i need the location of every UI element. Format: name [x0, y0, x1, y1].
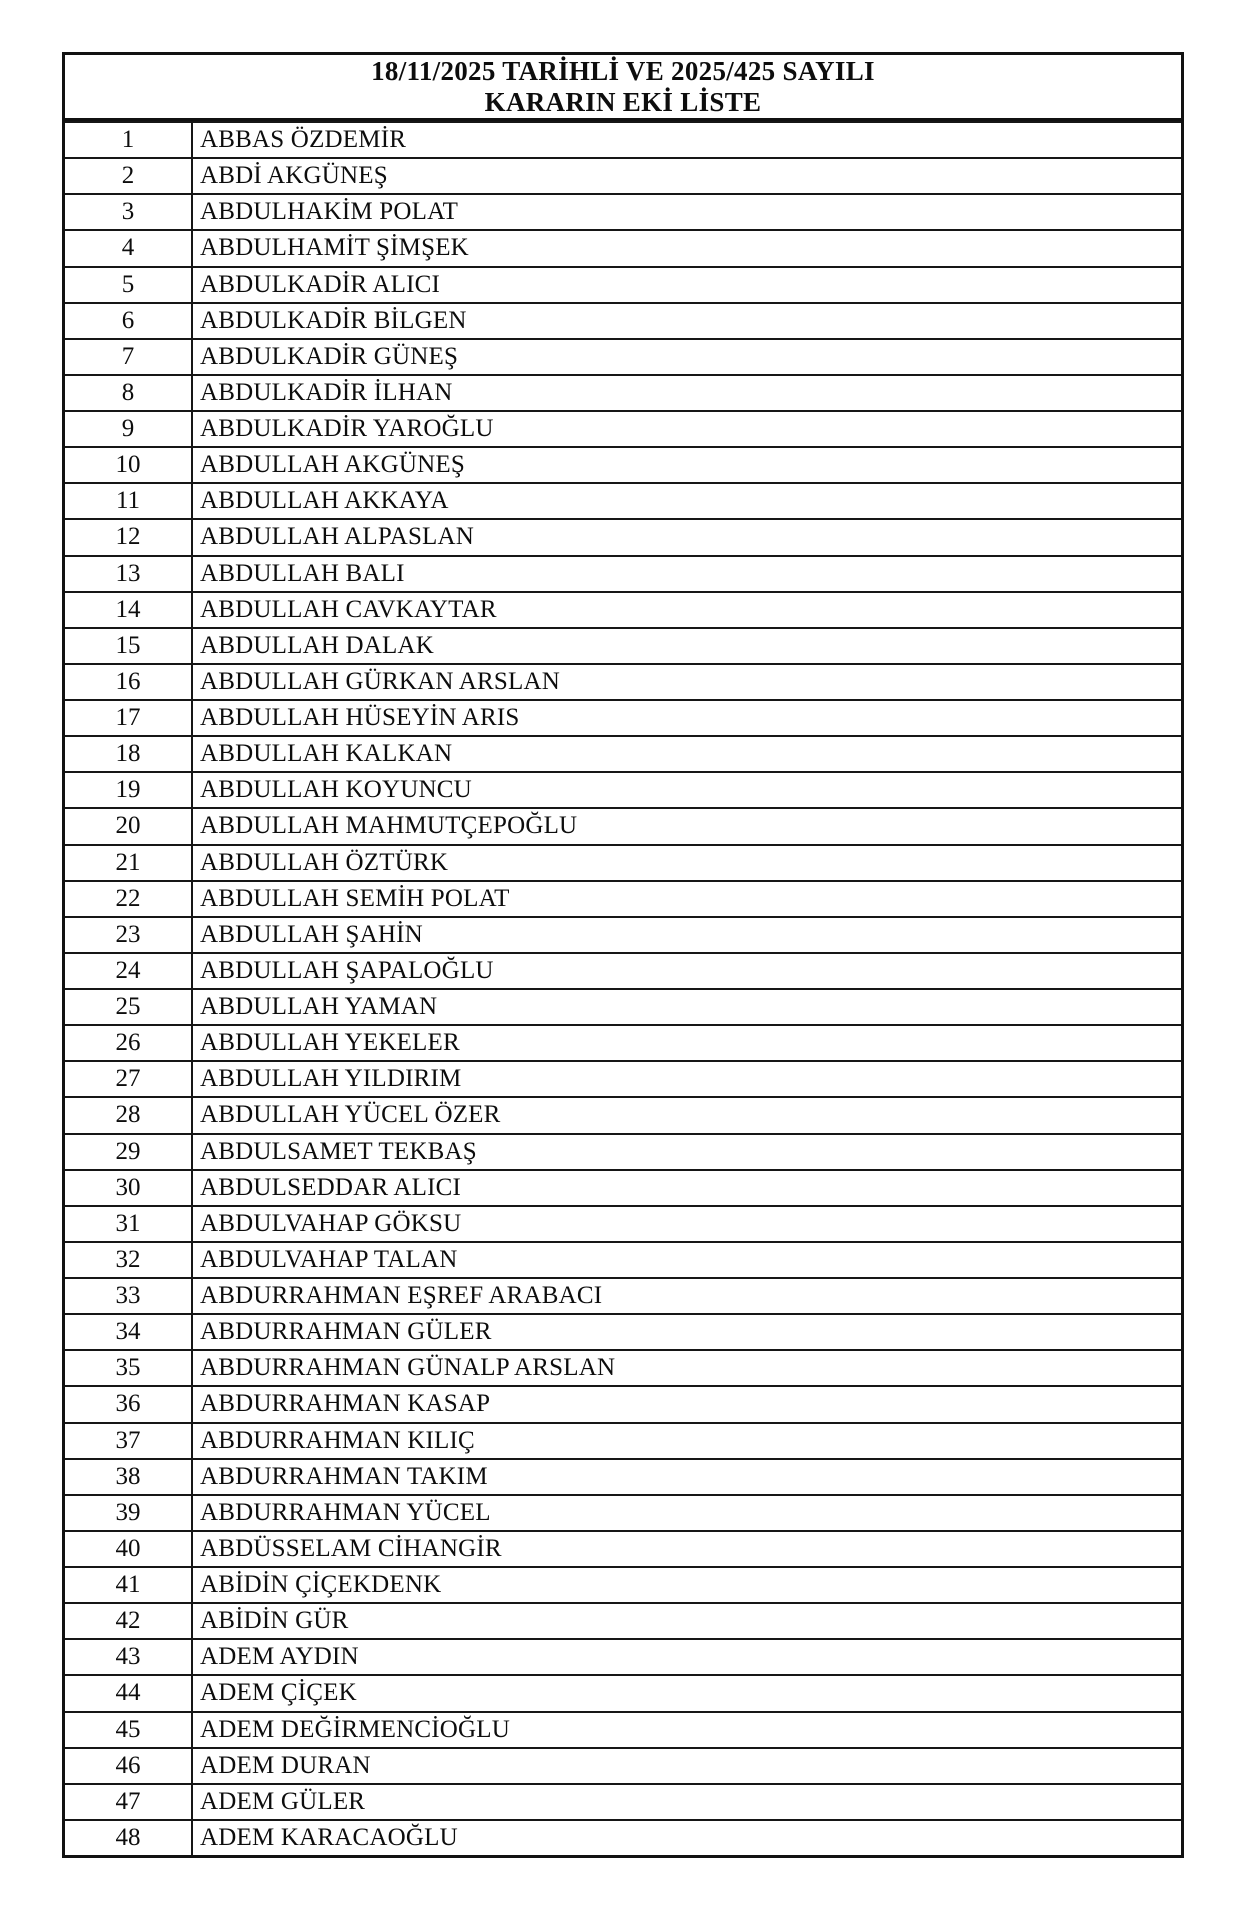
row-number: 39: [65, 1496, 193, 1530]
table-row: [65, 1674, 1181, 1710]
table-row: [65, 1060, 1181, 1096]
table-row: [65, 1313, 1181, 1349]
decision-annex-table: [62, 52, 1184, 1858]
row-number: 42: [65, 1604, 193, 1638]
table-row: [65, 988, 1181, 1024]
row-number: 13: [65, 557, 193, 591]
table-row: [65, 1783, 1181, 1819]
row-name: ABDURRAHMAN GÜNALP ARSLAN: [200, 1354, 616, 1382]
row-number: 46: [65, 1749, 193, 1783]
row-number: 18: [65, 737, 193, 771]
table-row: [65, 807, 1181, 843]
row-name: ABDURRAHMAN KASAP: [200, 1390, 491, 1418]
row-name: ADEM ÇİÇEK: [200, 1679, 357, 1707]
row-name: ABDURRAHMAN GÜLER: [200, 1318, 492, 1346]
row-number: 37: [65, 1424, 193, 1458]
table-row: [65, 338, 1181, 374]
row-number: 32: [65, 1243, 193, 1277]
table-row: [65, 1277, 1181, 1313]
row-name: ABDULLAH ŞAHİN: [200, 920, 423, 948]
row-number: 35: [65, 1351, 193, 1385]
row-name: ADEM DEĞİRMENCİOĞLU: [200, 1715, 511, 1743]
row-name: ABBAS ÖZDEMİR: [200, 126, 407, 154]
table-row: [65, 627, 1181, 663]
table-row: [65, 555, 1181, 591]
row-number: 29: [65, 1135, 193, 1169]
row-name: ABDULSAMET TEKBAŞ: [200, 1137, 477, 1165]
row-name: ABDULKADİR YAROĞLU: [200, 415, 494, 443]
table-row: [65, 518, 1181, 554]
row-name: ABDULLAH ÖZTÜRK: [200, 848, 449, 876]
row-number: 8: [65, 376, 193, 410]
row-number: 7: [65, 340, 193, 374]
row-number: 31: [65, 1207, 193, 1241]
row-number: 40: [65, 1532, 193, 1566]
table-row: [65, 735, 1181, 771]
table-row: [65, 663, 1181, 699]
table-row: [65, 1133, 1181, 1169]
row-number: 48: [65, 1821, 193, 1855]
row-number: 23: [65, 918, 193, 952]
row-name: ABDULLAH SEMİH POLAT: [200, 884, 510, 912]
table-row: [65, 1385, 1181, 1421]
row-number: 44: [65, 1676, 193, 1710]
table-title-line1: 18/11/2025 TARİHLİ VE 2025/425 SAYILI: [371, 55, 875, 86]
row-name: ABDURRAHMAN YÜCEL: [200, 1498, 491, 1526]
row-name: ABDULLAH GÜRKAN ARSLAN: [200, 667, 560, 695]
table-row: [65, 446, 1181, 482]
row-number: 38: [65, 1460, 193, 1494]
table-row: [65, 157, 1181, 193]
row-name: ABDULLAH ŞAPALOĞLU: [200, 956, 494, 984]
row-name: ABDULKADİR İLHAN: [200, 378, 453, 406]
table-row: [65, 1241, 1181, 1277]
row-name: ABDULLAH HÜSEYİN ARIS: [200, 704, 520, 732]
row-name: ABDULHAKİM POLAT: [200, 198, 459, 226]
row-number: 27: [65, 1062, 193, 1096]
row-number: 36: [65, 1387, 193, 1421]
row-number: 41: [65, 1568, 193, 1602]
table-row: [65, 699, 1181, 735]
table-row: [65, 1711, 1181, 1747]
row-number: 22: [65, 882, 193, 916]
row-name: ABDULKADİR ALICI: [200, 270, 440, 298]
row-name: ABDULLAH YEKELER: [200, 1029, 460, 1057]
row-name: ABDULLAH AKKAYA: [200, 487, 449, 515]
row-name: ABDURRAHMAN TAKIM: [200, 1462, 488, 1490]
table-row: [65, 771, 1181, 807]
row-name: ABDURRAHMAN KILIÇ: [200, 1426, 475, 1454]
row-name: ABDULLAH KOYUNCU: [200, 776, 472, 804]
row-number: 12: [65, 520, 193, 554]
row-number: 30: [65, 1171, 193, 1205]
table-row: [65, 1747, 1181, 1783]
row-number: 43: [65, 1640, 193, 1674]
row-name: ABİDİN GÜR: [200, 1607, 349, 1635]
row-number: 28: [65, 1098, 193, 1132]
row-name: ABDURRAHMAN EŞREF ARABACI: [200, 1282, 603, 1310]
row-name: ABDULLAH YAMAN: [200, 993, 438, 1021]
table-row: [65, 1349, 1181, 1385]
row-name: ABDİ AKGÜNEŞ: [200, 162, 388, 190]
row-name: ADEM GÜLER: [200, 1787, 366, 1815]
row-name: ABDULLAH BALI: [200, 559, 405, 587]
table-row: [65, 374, 1181, 410]
row-number: 15: [65, 629, 193, 663]
row-name: ABDÜSSELAM CİHANGİR: [200, 1534, 502, 1562]
table-row: [65, 591, 1181, 627]
table-row: [65, 916, 1181, 952]
row-name: ABİDİN ÇİÇEKDENK: [200, 1571, 442, 1599]
table-title: [65, 55, 1181, 121]
row-name: ABDULLAH YILDIRIM: [200, 1065, 462, 1093]
table-row: [65, 880, 1181, 916]
row-number: 47: [65, 1785, 193, 1819]
row-number: 11: [65, 484, 193, 518]
row-number: 20: [65, 809, 193, 843]
row-name: ABDULSEDDAR ALICI: [200, 1173, 462, 1201]
table-row: [65, 410, 1181, 446]
row-name: ABDULLAH AKGÜNEŞ: [200, 451, 466, 479]
row-number: 33: [65, 1279, 193, 1313]
table-row: [65, 1024, 1181, 1060]
table-row: [65, 482, 1181, 518]
table-title-line2: KARARIN EKİ LİSTE: [484, 86, 762, 117]
table-row: [65, 1205, 1181, 1241]
table-row: [65, 1530, 1181, 1566]
row-number: 10: [65, 448, 193, 482]
row-number: 16: [65, 665, 193, 699]
row-number: 4: [65, 231, 193, 265]
table-body: [65, 121, 1181, 1855]
row-name: ABDULLAH MAHMUTÇEPOĞLU: [200, 812, 578, 840]
table-row: [65, 193, 1181, 229]
row-name: ABDULLAH CAVKAYTAR: [200, 595, 497, 623]
row-name: ABDULLAH ALPASLAN: [200, 523, 475, 551]
row-number: 9: [65, 412, 193, 446]
row-name: ADEM DURAN: [200, 1751, 371, 1779]
row-name: ABDULLAH KALKAN: [200, 740, 453, 768]
table-row: [65, 1096, 1181, 1132]
table-row: [65, 1494, 1181, 1530]
row-number: 6: [65, 304, 193, 338]
row-number: 1: [65, 123, 193, 157]
row-name: ABDULLAH YÜCEL ÖZER: [200, 1101, 501, 1129]
row-number: 19: [65, 773, 193, 807]
row-number: 14: [65, 593, 193, 627]
row-number: 34: [65, 1315, 193, 1349]
table-row: [65, 1602, 1181, 1638]
table-row: [65, 1169, 1181, 1205]
row-name: ABDULVAHAP TALAN: [200, 1245, 458, 1273]
row-number: 21: [65, 846, 193, 880]
row-number: 17: [65, 701, 193, 735]
table-row: [65, 844, 1181, 880]
row-number: 24: [65, 954, 193, 988]
row-name: ADEM AYDIN: [200, 1643, 359, 1671]
table-row: [65, 1422, 1181, 1458]
row-number: 26: [65, 1026, 193, 1060]
row-number: 25: [65, 990, 193, 1024]
row-name: ABDULLAH DALAK: [200, 631, 435, 659]
table-row: [65, 302, 1181, 338]
row-number: 3: [65, 195, 193, 229]
table-row: [65, 121, 1181, 157]
table-row: [65, 952, 1181, 988]
row-name: ABDULKADİR BİLGEN: [200, 306, 467, 334]
row-name: ADEM KARACAOĞLU: [200, 1823, 458, 1851]
row-number: 5: [65, 268, 193, 302]
row-number: 2: [65, 159, 193, 193]
row-name: ABDULKADİR GÜNEŞ: [200, 342, 459, 370]
row-name: ABDULVAHAP GÖKSU: [200, 1209, 462, 1237]
table-row: [65, 1819, 1181, 1855]
table-row: [65, 229, 1181, 265]
table-row: [65, 1566, 1181, 1602]
row-number: 45: [65, 1713, 193, 1747]
table-row: [65, 1458, 1181, 1494]
table-row: [65, 1638, 1181, 1674]
row-name: ABDULHAMİT ŞİMŞEK: [200, 234, 469, 262]
table-row: [65, 266, 1181, 302]
